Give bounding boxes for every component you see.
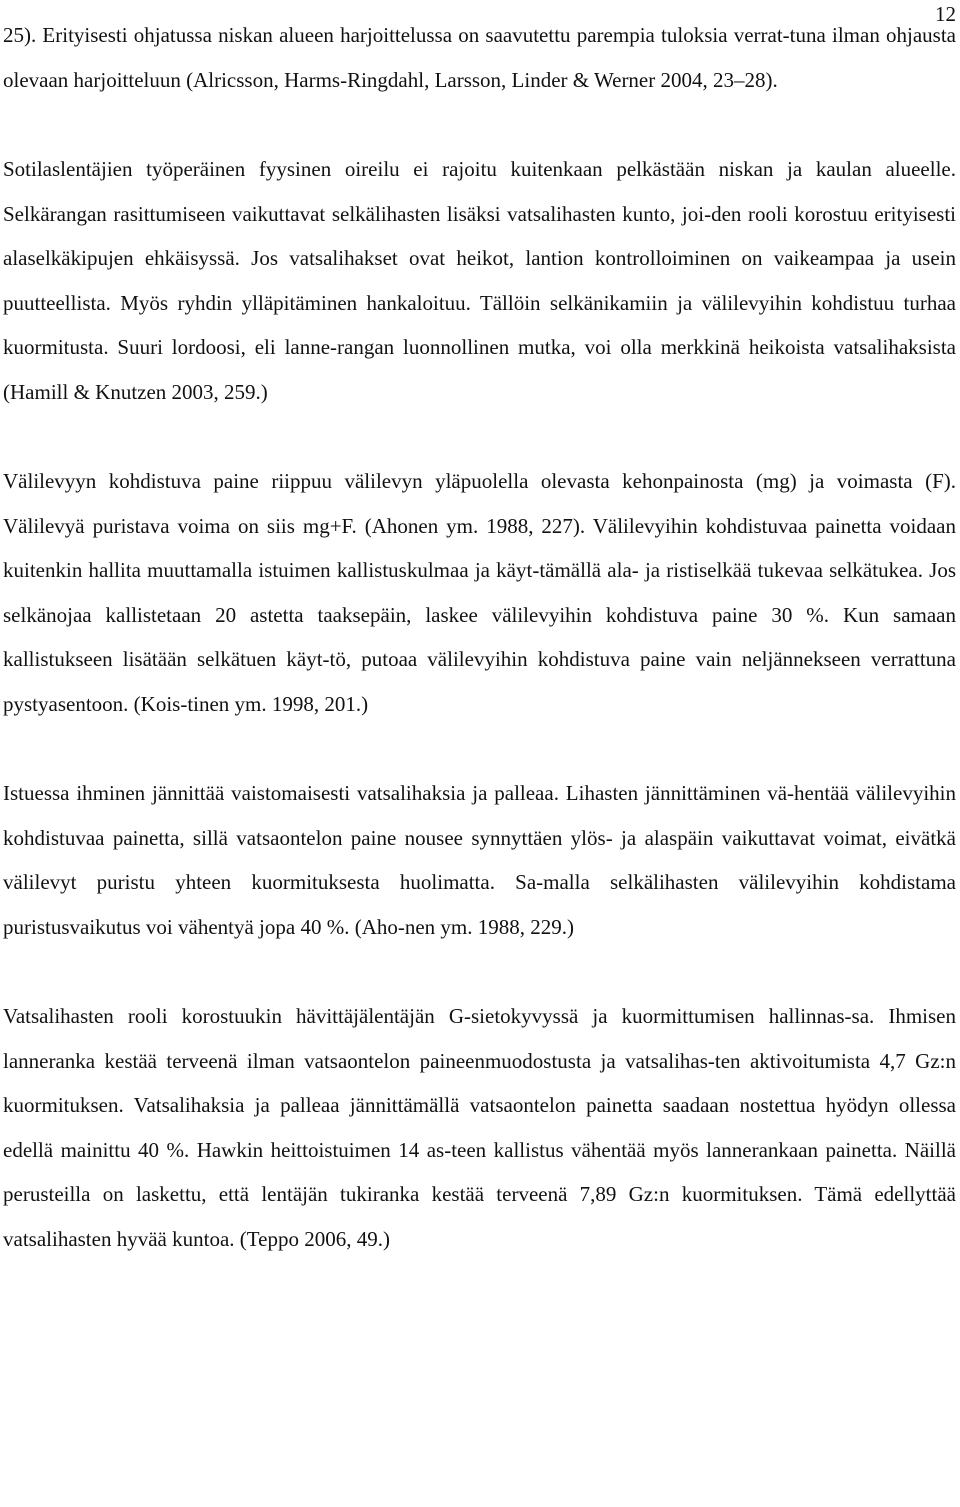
page-number: 12 bbox=[935, 2, 956, 26]
paragraph-2: Sotilaslentäjien työperäinen fyysinen oireilu ei rajoitu kuitenkaan pelkästään niskan ja kaulan alueelle. Selkärangan rasittumiseen vaikuttavat selkälihasten lisäksi vatsalihasten kunto, joi-den rooli korostuu erityisesti alaselkäkipujen ehkäisyssä. Jos vatsalihakset ovat heikot, lantion kontrolloiminen on vaikeampaa ja usein puutteellista. Myös ryhdin ylläpitäminen hankaloituu. Tällöin selkänikamiin ja välilevyihin kohdistuu turhaa kuormitusta. Suuri lordoosi, eli lanne-rangan luonnollinen mutka, voi olla merkkinä heikoista vatsalihaksista (Hamill & Knutzen 2003, 259.) bbox=[3, 157, 956, 404]
document-body bbox=[3, 13, 956, 1261]
paragraph-4: Istuessa ihminen jännittää vaistomaisesti vatsalihaksia ja palleaa. Lihasten jännittäminen vä-hentää välilevyihin kohdistuvaa painetta, sillä vatsaontelon paine nousee synnyttäen ylös- ja alaspäin vaikuttavat voimat, eivätkä välilevyt puristu yhteen kuormituksesta huolimatta. Sa-malla selkälihasten välilevyihin kohdistama puristusvaikutus voi vähentyä jopa 40 %. (Aho-nen ym. 1988, 229.) bbox=[3, 781, 956, 939]
paragraph-5: Vatsalihasten rooli korostuukin hävittäjälentäjän G-sietokyvyssä ja kuormittumisen hallinnas-sa. Ihmisen lanneranka kestää terveenä ilman vatsaontelon paineenmuodostusta ja vatsalihas-ten aktivoitumista 4,7 Gz:n kuormituksen. Vatsalihaksia ja palleaa jännittämällä vatsaontelon painetta saadaan nostettua hyödyn ollessa edellä mainittu 40 %. Hawkin heittoistuimen 14 as-teen kallistus vähentää myös lannerankaan painetta. Näillä perusteilla on laskettu, että lentäjän tukiranka kestää terveenä 7,89 Gz:n kuormituksen. Tämä edellyttää vatsalihasten hyvää kuntoa. (Teppo 2006, 49.) bbox=[3, 1004, 956, 1251]
paragraph-1: 25). Erityisesti ohjatussa niskan alueen harjoittelussa on saavutettu parempia tuloksia verrat-tuna ilman ohjausta olevaan harjoitteluun (Alricsson, Harms-Ringdahl, Larsson, Linder & Werner 2004, 23–28). bbox=[3, 23, 956, 92]
paragraph-3: Välilevyyn kohdistuva paine riippuu välilevyn yläpuolella olevasta kehonpainosta (mg) ja voimasta (F). Välilevyä puristava voima on siis mg+F. (Ahonen ym. 1988, 227). Välilevyihin kohdistuvaa painetta voidaan kuitenkin hallita muuttamalla istuimen kallistuskulmaa ja käyt-tämällä ala- ja ristiselkää tukevaa selkätukea. Jos selkänojaa kallistetaan 20 astetta taaksepäin, laskee välilevyihin kohdistuva paine 30 %. Kun samaan kallistukseen lisätään selkätuen käyt-tö, putoaa välilevyihin kohdistuva paine vain neljännekseen verrattuna pystyasentoon. (Kois-tinen ym. 1998, 201.) bbox=[3, 469, 956, 716]
